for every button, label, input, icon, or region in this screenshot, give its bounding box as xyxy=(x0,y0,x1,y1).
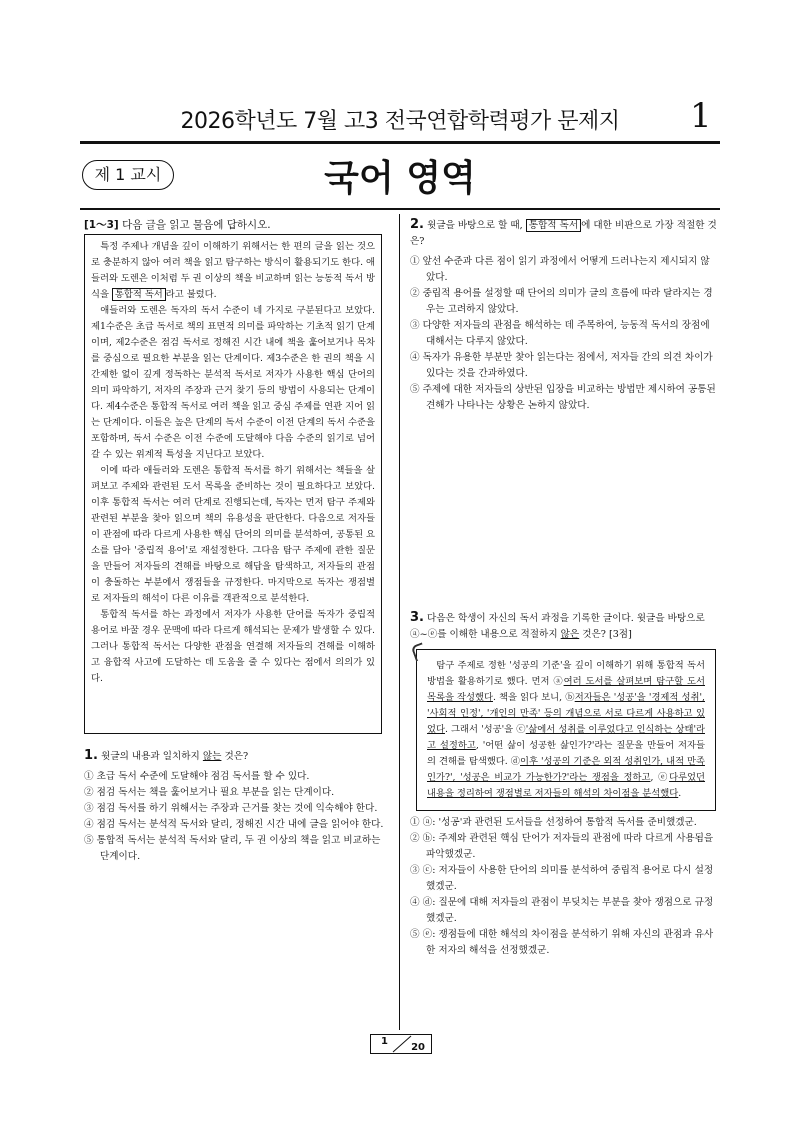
record-segment: . 책을 읽다 보니, ⓑ xyxy=(492,692,575,703)
question-stem xyxy=(84,748,389,765)
column-divider xyxy=(399,214,400,1030)
period-badge: 제 1 교시 xyxy=(82,160,174,190)
answer-option[interactable]: ③ ⓒ: 저자들이 사용한 단어의 의미를 분석하여 중립적 용어로 다시 설정했겠군. xyxy=(410,865,714,892)
exam-title: 2026학년도 7월 고3 전국연합학력평가 문제지 xyxy=(180,109,620,134)
answer-option[interactable]: ① 초급 독서 수준에 도달해야 점검 독서를 할 수 있다. xyxy=(84,771,310,782)
answer-option[interactable]: ④ 독자가 유용한 부분만 찾아 읽는다는 점에서, 저자들 간의 의견 차이가 있다는 것을 간과하였다. xyxy=(410,352,713,379)
answer-option[interactable]: ⑤ 주제에 대한 저자들의 상반된 입장을 비교하는 방법만 제시하여 공통된 견해가 나타나는 상황은 논하지 않았다. xyxy=(410,384,716,411)
passage-paragraph: 애들러와 도렌은 독자의 독서 수준이 네 가지로 구분된다고 보았다. 제1수준은 초급 독서로 책의 표면적 의미를 파악하는 기초적 읽기 단계이며, 제2수준은 점검 독서로 정해진 시간 내에 책을 훑어보거나 목차를 중심으로 필요한 부분을 읽는 단계이다. 제3수준은 한 권의 책을 시간제한 없이 깊게 정독하는 분석적 독서로 저자가 사용한 핵심 단어의 의미 파악하기, 저자의 주장과 근거 찾기 등의 방법이 사용되는 단계이다. 제4수준은 통합적 독서로 여러 책을 읽고 중심 주제를 연관 지어 읽는 단계이다. 이들은 높은 단계의 독서 수준이 이전 단계의 독서 수준을 포함하며, 독서 수준은 이전 수준에 도달해야 다음 수준의 읽기로 넘어갈 수 있는 위계적 특성을 지닌다고 보았다. xyxy=(91,305,375,460)
question-stem xyxy=(410,610,718,643)
question-1 xyxy=(84,748,389,865)
stem-text: 다음은 학생이 자신의 독서 과정을 기록한 글이다. 윗글을 바탕으로 ⓐ~ⓔ를 이해한 내용으로 적절하지 xyxy=(410,613,705,640)
question-range: [1～3] xyxy=(84,219,119,231)
passage-text: 라고 불렀다. xyxy=(165,289,217,300)
passage-text: 특정 주제나 개념을 깊이 이해하기 위해서는 한 편의 글을 읽는 것으로 충분하지 않아 여러 책을 읽고 탐구하는 방식이 활용되기도 한다. 애들러와 도렌은 이처럼 두 권 이상의 책을 비교하며 읽는 능동적 독서 방식을 xyxy=(91,241,375,300)
stem-text: 윗글을 바탕으로 할 때, xyxy=(427,220,526,231)
header-rule xyxy=(80,141,720,144)
underlined-segment-c: '삶에서 성취를 이루었다고 인식하는 상태'라고 설정하고 xyxy=(427,724,705,751)
record-segment: , '어떤 삶이 성공한 삶인가?'라는 질문을 만들어 저자들의 견해를 탐색했다. ⓓ xyxy=(427,740,706,767)
passage-paragraph: 이에 따라 애들러와 도렌은 통합적 독서를 하기 위해서는 책들을 살펴보고 주제와 관련된 도서 목록을 준비하는 것이 필요하다고 보았다. 이후 통합적 독서는 여러 단계로 진행되는데, 독자는 먼저 탐구 주제와 관련된 부분을 찾아 읽으며 책의 유용성을 판단한다. 다음으로 저자들이 관점에 따라 다르게 사용한 핵심 단어의 의미를 분석하여, 공통된 요소를 담아 '중립적 용어'로 재설정한다. 그다음 탐구 주제에 관한 질문을 만들어 저자들의 견해를 바탕으로 해답을 탐색하고, 저자들의 관점이 충돌하는 부분에서 쟁점들을 규정한다. 마지막으로 독자는 쟁점별로 저자들의 해석이 다른 이유를 객관적으로 분석한다. xyxy=(91,465,375,604)
answer-option[interactable]: ③ 점검 독서를 하기 위해서는 주장과 근거를 찾는 것에 익숙해야 한다. xyxy=(84,803,378,814)
record-segment: 탐구 주제로 정한 '성공의 기준'을 깊이 이해하기 위해 통합적 독서 방법을 활용하기로 했다. 먼저 ⓐ xyxy=(427,660,705,687)
answer-option[interactable]: ① 앞선 수준과 다른 점이 읽기 과정에서 어떻게 드러나는지 제시되지 않았다. xyxy=(410,256,710,283)
student-reading-record xyxy=(416,649,716,811)
record-text xyxy=(427,658,705,802)
underlined-segment-a: 여러 도서를 살펴보며 탐구할 도서 목록을 작성했다 xyxy=(427,676,705,703)
answer-options xyxy=(84,769,389,865)
question-stem xyxy=(410,217,718,250)
reading-passage xyxy=(84,234,382,734)
answer-option[interactable]: ② 중립적 용어를 설정할 때 단어의 의미가 글의 흐름에 따라 달라지는 경우는 고려하지 않았다. xyxy=(410,288,713,315)
total-pages: 20 xyxy=(411,1042,425,1053)
subject-title: 국어 영역 xyxy=(324,158,476,199)
passage-paragraph xyxy=(91,239,375,303)
question-3 xyxy=(410,610,718,959)
boxed-term: 통합적 독서 xyxy=(526,219,581,232)
paper-clip-icon xyxy=(411,642,428,661)
current-page: 1 xyxy=(381,1036,388,1047)
answer-option[interactable]: ② ⓑ: 주제와 관련된 핵심 단어가 저자들의 관점에 따라 다르게 사용됨을 파악했겠군. xyxy=(410,833,714,860)
answer-option[interactable]: ① ⓐ: '성공'과 관련된 도서들을 선정하여 통합적 독서를 준비했겠군. xyxy=(410,817,697,828)
answer-option[interactable]: ⑤ ⓔ: 쟁점들에 대한 해석의 차이점을 분석하기 위해 자신의 관점과 유사한 저자의 해석을 선정했겠군. xyxy=(410,929,714,956)
answer-option[interactable]: ② 점검 독서는 책을 훑어보거나 필요 부분을 읽는 단계이다. xyxy=(84,787,335,798)
question-number: 1. xyxy=(84,748,98,763)
boxed-term: 통합적 독서 xyxy=(112,288,166,301)
page-number: 1 xyxy=(690,96,712,136)
underlined-segment-b: 저자들은 '성공'을 '경제적 성취', '사회적 인정', '개인의 만족' 등의 개념으로 서로 다르게 사용하고 있었다 xyxy=(427,692,705,735)
subject-rule xyxy=(80,208,720,210)
passage-paragraph: 통합적 독서를 하는 과정에서 저자가 사용한 단어를 독자가 중립적 용어로 바꿀 경우 문맥에 따라 다르게 해석되는 문제가 발생할 수 있다. 그러나 통합적 독서는 다양한 관점을 연결해 저자들의 견해를 이해하고 융합적 사고에 도달하는 데 도움을 줄 수 있다는 점에서 의의가 있다. xyxy=(91,609,375,684)
answer-options xyxy=(410,254,718,414)
answer-option[interactable]: ④ 점검 독서는 분석적 독서와 달리, 정해진 시간 내에 글을 읽어야 한다. xyxy=(84,819,384,830)
page-counter xyxy=(370,1034,432,1054)
stem-text: 에 대한 비판으로 가장 적절한 것은? xyxy=(410,220,717,247)
stem-text: 윗글의 내용과 일치하지 xyxy=(101,751,203,762)
stem-text: 것은? xyxy=(221,751,249,762)
stem-emphasis: 않은 xyxy=(560,629,580,640)
answer-option[interactable]: ④ ⓓ: 질문에 대해 저자들의 관점이 부딪치는 부분을 찾아 쟁점으로 규정했겠군. xyxy=(410,897,714,924)
question-number: 2. xyxy=(410,217,424,232)
stem-emphasis: 않는 xyxy=(202,751,222,762)
question-number: 3. xyxy=(410,610,424,625)
record-segment: . xyxy=(678,788,682,799)
instructions xyxy=(84,217,271,232)
record-segment: . 그래서 '성공'을 ⓒ xyxy=(444,724,526,735)
question-2 xyxy=(410,217,718,414)
answer-options xyxy=(410,815,718,959)
answer-option[interactable]: ③ 다양한 저자들의 관점을 해석하는 데 주목하여, 능동적 독서의 장점에 대해서는 다루지 않았다. xyxy=(410,320,710,347)
underlined-segment-d: 이후 '성공의 기준은 외적 성취인가, 내적 만족인가?', '성공은 비교가 가능한가?'라는 쟁점을 정하고 xyxy=(427,756,705,783)
answer-option[interactable]: ⑤ 통합적 독서는 분석적 독서와 달리, 두 권 이상의 책을 읽고 비교하는 단계이다. xyxy=(84,835,381,862)
underlined-segment-e: 다루었던 내용을 정리하여 쟁점별로 저자들의 해석의 차이점을 분석했다 xyxy=(427,772,706,799)
record-segment: , ⓔ xyxy=(650,772,670,783)
stem-text: 것은? [3점] xyxy=(579,629,632,640)
instructions-text: 다음 글을 읽고 물음에 답하시오. xyxy=(122,219,271,231)
